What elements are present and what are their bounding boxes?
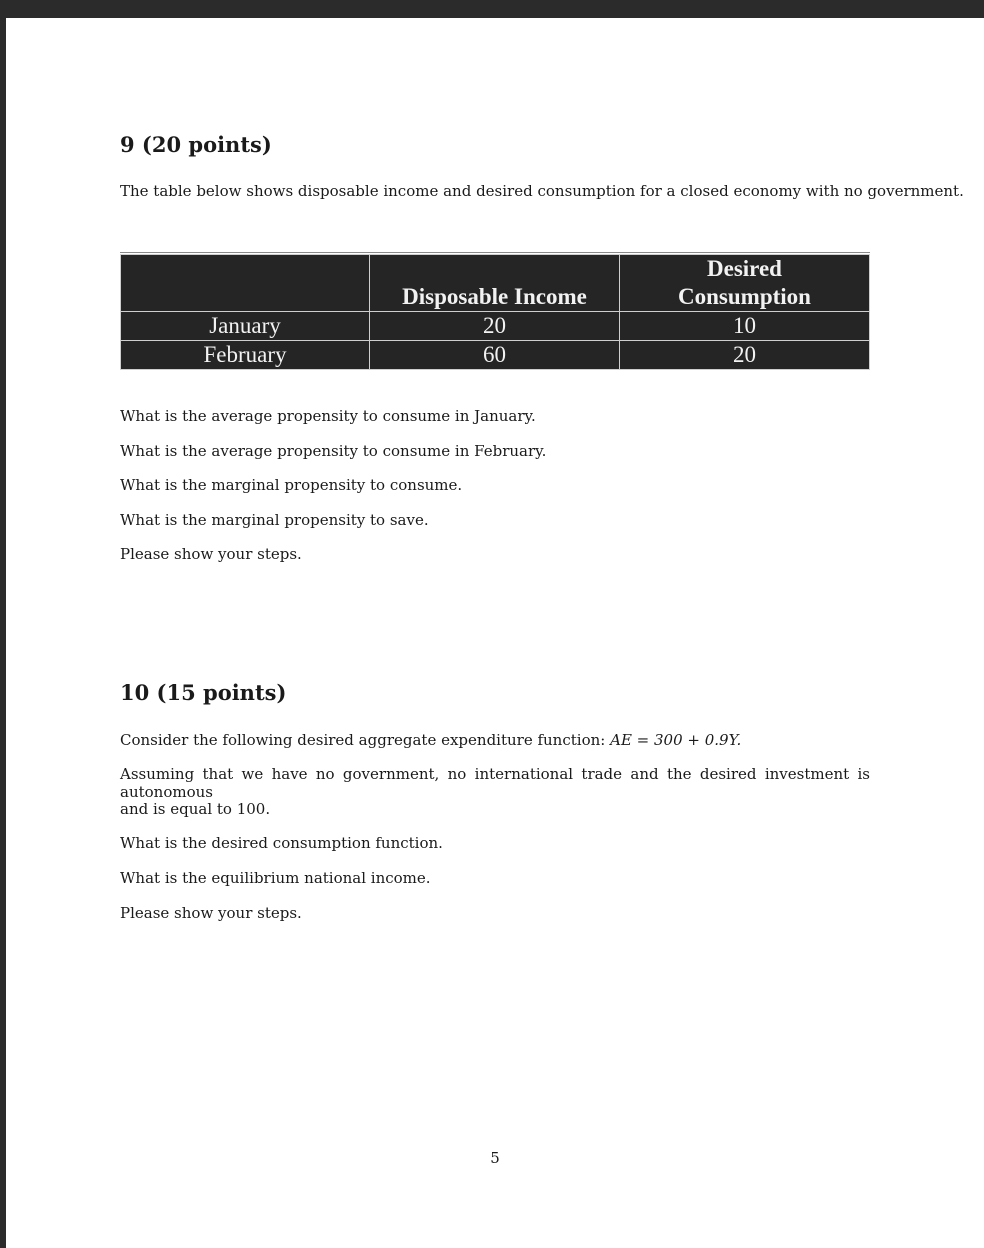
table-header-disposable-income: Disposable Income (370, 255, 620, 312)
row-consumption-january: 10 (620, 312, 870, 341)
question-10-heading: 10 (15 points) (120, 680, 287, 705)
q9-question-mps: What is the marginal propensity to save. (120, 511, 429, 529)
row-income-january: 20 (370, 312, 620, 341)
row-income-february: 60 (370, 341, 620, 370)
header-desired-line: Desired (707, 256, 782, 281)
q10-question-equilibrium-income: What is the equilibrium national income. (120, 869, 431, 887)
question-9-heading: 9 (20 points) (120, 132, 272, 157)
q10-ae-prefix: Consider the following desired aggregate expenditure function: (120, 731, 606, 749)
table-row (121, 312, 870, 341)
row-month-january: January (121, 312, 370, 341)
page-number: 5 (490, 1149, 500, 1167)
q10-assumption-line: Assuming that we have no government, no international trade and the desired investment is autonomous (120, 765, 870, 801)
q10-show-steps: Please show your steps. (120, 904, 302, 922)
q9-question-apc-february: What is the average propensity to consume in February. (120, 442, 547, 460)
table-row (121, 341, 870, 370)
q9-show-steps: Please show your steps. (120, 545, 302, 563)
income-consumption-table (120, 254, 870, 370)
q10-ae-equation: AE = 300 + 0.9Y. (610, 731, 742, 749)
q9-question-apc-january: What is the average propensity to consume in January. (120, 407, 536, 425)
table-header-row (121, 255, 870, 312)
document-page (6, 18, 984, 1248)
q10-question-consumption-function: What is the desired consumption function. (120, 834, 443, 852)
row-month-february: February (121, 341, 370, 370)
header-consumption-line: Consumption (678, 284, 811, 309)
q9-question-mpc: What is the marginal propensity to consume. (120, 476, 463, 494)
question-9-intro: The table below shows disposable income and desired consumption for a closed economy with no government. (120, 182, 964, 200)
table-header-empty (121, 255, 370, 312)
table-header-desired-consumption (620, 255, 870, 312)
q10-investment-line: and is equal to 100. (120, 800, 271, 818)
q10-ae-function-line (120, 731, 741, 749)
row-consumption-february: 20 (620, 341, 870, 370)
table-top-rule (120, 252, 870, 253)
